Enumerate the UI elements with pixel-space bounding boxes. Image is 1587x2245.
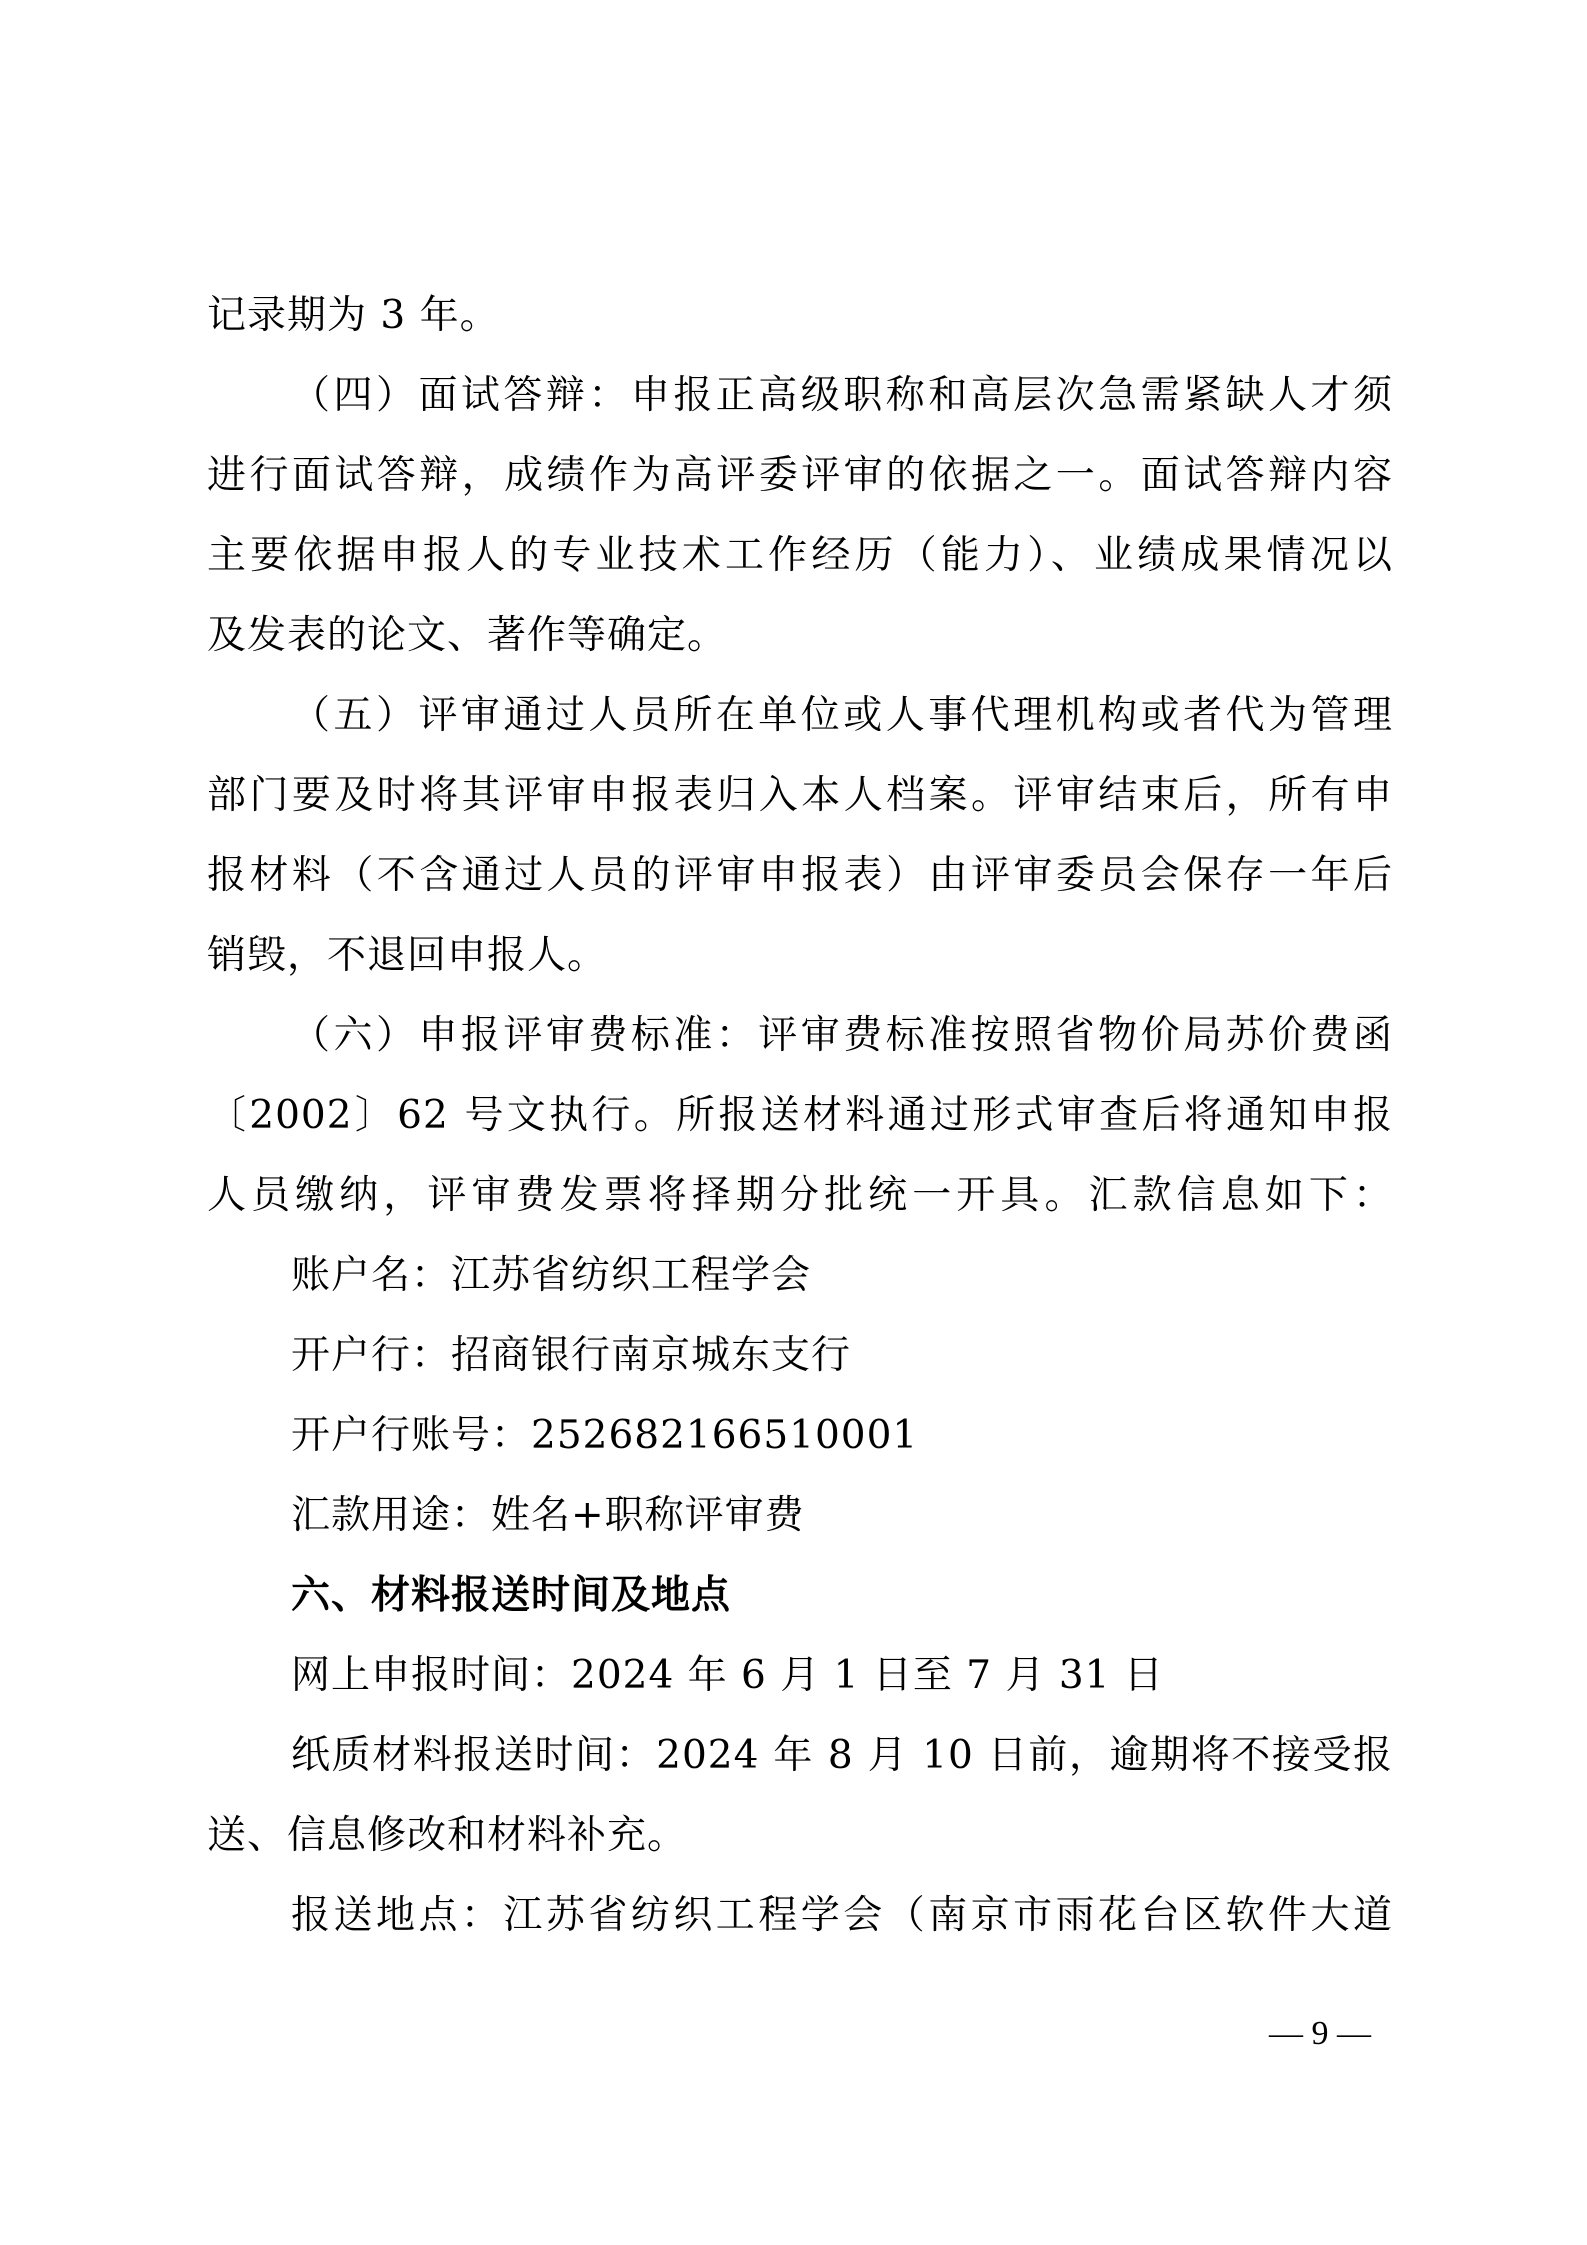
- account-number-line: 开户行账号：252682166510001: [291, 1413, 919, 1458]
- paragraph-line: 主要依据申报人的专业技术工作经历（能力）、业绩成果情况以: [207, 533, 1393, 578]
- bank-line: 开户行：招商银行南京城东支行: [291, 1333, 852, 1378]
- document-body: [207, 276, 1393, 1956]
- account-name-line: 账户名：江苏省纺织工程学会: [291, 1253, 812, 1298]
- paragraph-line: 报材料（不含通过人员的评审申报表）由评审委员会保存一年后: [207, 853, 1393, 898]
- paragraph-line: （四）面试答辩：申报正高级职称和高层次急需紧缺人才须: [291, 373, 1393, 418]
- page-number: — 9 —: [1269, 2015, 1371, 2052]
- online-submission-line: 网上申报时间：2024 年 6 月 1 日至 7 月 31 日: [291, 1653, 1164, 1698]
- paper-submission-line: 纸质材料报送时间：2024 年 8 月 10 日前，逾期将不接受报: [291, 1733, 1393, 1778]
- submission-location-line: 报送地点：江苏省纺织工程学会（南京市雨花台区软件大道: [291, 1893, 1393, 1938]
- paragraph-line: （五）评审通过人员所在单位或人事代理机构或者代为管理: [291, 693, 1393, 738]
- paragraph-line: 进行面试答辩，成绩作为高评委评审的依据之一。面试答辩内容: [207, 453, 1393, 498]
- paragraph-line: 〔2002〕62 号文执行。所报送材料通过形式审查后将通知申报: [207, 1093, 1393, 1138]
- paragraph-line: 及发表的论文、著作等确定。: [207, 613, 728, 658]
- remittance-purpose-line: 汇款用途：姓名+职称评审费: [291, 1493, 805, 1538]
- section-heading: 六、材料报送时间及地点: [291, 1573, 732, 1618]
- paragraph-line: （六）申报评审费标准：评审费标准按照省物价局苏价费函: [291, 1013, 1393, 1058]
- paragraph-line: 记录期为 3 年。: [207, 293, 500, 338]
- paragraph-line: 销毁，不退回申报人。: [207, 933, 608, 978]
- paragraph-line: 送、信息修改和材料补充。: [207, 1813, 688, 1858]
- paragraph-line: 部门要及时将其评审申报表归入本人档案。评审结束后，所有申: [207, 773, 1393, 818]
- paragraph-line: 人员缴纳，评审费发票将择期分批统一开具。汇款信息如下：: [207, 1173, 1393, 1218]
